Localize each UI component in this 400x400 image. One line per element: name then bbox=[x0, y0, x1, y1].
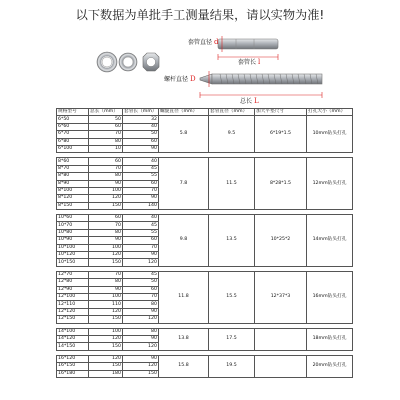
model-cell: 10*120 bbox=[57, 252, 89, 259]
screw-diameter-cell: 5.8 bbox=[159, 116, 209, 153]
sleeve-length-cell: 40 bbox=[123, 215, 159, 222]
model-cell: 12*80 bbox=[57, 279, 89, 286]
table-row bbox=[57, 215, 353, 222]
total-length-cell: 100 bbox=[89, 187, 123, 194]
total-length-cell: 120 bbox=[89, 195, 123, 202]
sleeve-length-cell: 120 bbox=[123, 259, 159, 266]
model-cell: 8*60 bbox=[57, 158, 89, 165]
model-cell: 12*150 bbox=[57, 316, 89, 323]
model-cell: 6*60 bbox=[57, 123, 89, 130]
model-cell: 14*100 bbox=[57, 328, 89, 335]
sleeve-length-cell: 45 bbox=[123, 222, 159, 229]
model-cell: 6*70 bbox=[57, 131, 89, 138]
header-washer-size: 加大平垫尺寸 bbox=[255, 109, 307, 116]
sleeve-length-cell: 140 bbox=[123, 202, 159, 209]
sleeve-length-cell: 120 bbox=[123, 343, 159, 350]
sleeve-length-cell: 40 bbox=[123, 123, 159, 130]
sleeve-length-cell: 150 bbox=[123, 370, 159, 377]
sleeve-length-label: 套管长 l bbox=[238, 58, 261, 66]
model-cell: 8*120 bbox=[57, 195, 89, 202]
total-length-cell: 80 bbox=[89, 279, 123, 286]
product-diagram bbox=[0, 26, 400, 108]
total-length-cell: 110 bbox=[89, 301, 123, 308]
model-cell: 6*50 bbox=[57, 116, 89, 123]
model-cell: 16*180 bbox=[57, 370, 89, 377]
table-header-row bbox=[57, 109, 353, 116]
sleeve-length-cell: 90 bbox=[123, 252, 159, 259]
screw-head-icon bbox=[200, 74, 212, 84]
drill-size-cell: 14mm钻头打孔 bbox=[307, 215, 353, 267]
total-length-cell: 50 bbox=[89, 116, 123, 123]
total-length-cell: 120 bbox=[89, 308, 123, 315]
model-cell: 8*90 bbox=[57, 180, 89, 187]
sleeve-length-cell: 60 bbox=[123, 286, 159, 293]
washer-size-cell: 10*25*2 bbox=[255, 215, 307, 267]
model-cell: 10*80 bbox=[57, 229, 89, 236]
total-length-cell: 60 bbox=[89, 215, 123, 222]
total-length-cell: 70 bbox=[89, 165, 123, 172]
sleeve-length-cell: 55 bbox=[123, 173, 159, 180]
sleeve-length-cell: 70 bbox=[123, 293, 159, 300]
model-cell: 8*100 bbox=[57, 187, 89, 194]
sleeve-diameter-cell: 13.5 bbox=[209, 215, 255, 267]
table-row bbox=[57, 271, 353, 278]
screw-diameter-cell: 15.8 bbox=[159, 355, 209, 377]
model-cell: 10*150 bbox=[57, 259, 89, 266]
total-length-cell: 180 bbox=[89, 370, 123, 377]
total-length-cell: 90 bbox=[89, 237, 123, 244]
screw-diameter-cell: 7.8 bbox=[159, 158, 209, 210]
screw-diameter-cell: 9.8 bbox=[159, 215, 209, 267]
total-length-cell: 90 bbox=[89, 180, 123, 187]
spec-table bbox=[56, 108, 353, 378]
sleeve-length-cell: 40 bbox=[123, 158, 159, 165]
sleeve-diameter-label: 套管直径 d bbox=[188, 38, 219, 46]
sleeve-length-cell: 45 bbox=[123, 271, 159, 278]
model-cell: 16*120 bbox=[57, 355, 89, 362]
total-length-cell: 150 bbox=[89, 363, 123, 370]
washer-size-cell bbox=[255, 328, 307, 350]
sleeve-length-cell: 60 bbox=[123, 138, 159, 145]
table-row bbox=[57, 158, 353, 165]
total-length-label: 总长 L bbox=[240, 97, 259, 105]
model-cell: 10*70 bbox=[57, 222, 89, 229]
total-length-cell: 80 bbox=[89, 173, 123, 180]
model-cell: 12*90 bbox=[57, 286, 89, 293]
sleeve-diameter-cell: 19.5 bbox=[209, 355, 255, 377]
total-length-cell: 70 bbox=[89, 131, 123, 138]
total-length-cell: 90 bbox=[89, 286, 123, 293]
total-length-cell: 150 bbox=[89, 202, 123, 209]
sleeve-length-cell: 90 bbox=[123, 145, 159, 152]
total-length-cell: 10 bbox=[89, 145, 123, 152]
total-length-cell: 100 bbox=[89, 244, 123, 251]
screw-diameter-label: 螺杆直径 D bbox=[164, 75, 196, 83]
table-row bbox=[57, 116, 353, 123]
model-cell: 12*120 bbox=[57, 308, 89, 315]
total-length-cell: 120 bbox=[89, 355, 123, 362]
sleeve-length-cell: 55 bbox=[123, 229, 159, 236]
model-cell: 14*120 bbox=[57, 335, 89, 342]
sleeve-length-cell: 70 bbox=[123, 187, 159, 194]
total-length-cell: 150 bbox=[89, 316, 123, 323]
model-cell: 8*80 bbox=[57, 173, 89, 180]
total-length-cell: 150 bbox=[89, 259, 123, 266]
total-length-cell: 120 bbox=[89, 335, 123, 342]
total-length-cell: 150 bbox=[89, 343, 123, 350]
page-title: 以下数据为单批手工测量结果，请以实物为准! bbox=[75, 8, 325, 22]
total-length-cell: 80 bbox=[89, 138, 123, 145]
screw-diameter-cell: 11.8 bbox=[159, 271, 209, 323]
header-drill-size: 打孔大小（mm） bbox=[307, 109, 353, 116]
total-length-cell: 70 bbox=[89, 271, 123, 278]
total-length-cell: 80 bbox=[89, 229, 123, 236]
model-cell: 12*70 bbox=[57, 271, 89, 278]
model-cell: 10*90 bbox=[57, 237, 89, 244]
drill-size-cell: 20mm钻头打孔 bbox=[307, 355, 353, 377]
model-cell: 12*110 bbox=[57, 301, 89, 308]
sleeve-length-cell: 120 bbox=[123, 316, 159, 323]
sleeve-diameter-cell: 15.5 bbox=[209, 271, 255, 323]
washer-size-cell bbox=[255, 355, 307, 377]
sleeve-icon bbox=[218, 39, 278, 49]
sleeve-diameter-cell: 17.5 bbox=[209, 328, 255, 350]
drill-size-cell: 10mm钻头打孔 bbox=[307, 116, 353, 153]
sleeve-length-cell: 60 bbox=[123, 237, 159, 244]
screw-diameter-cell: 13.8 bbox=[159, 328, 209, 350]
sleeve-diameter-cell: 11.5 bbox=[209, 158, 255, 210]
model-cell: 14*150 bbox=[57, 343, 89, 350]
sleeve-length-cell: 80 bbox=[123, 328, 159, 335]
table-row bbox=[57, 328, 353, 335]
total-length-cell: 120 bbox=[89, 252, 123, 259]
sleeve-length-cell: 90 bbox=[123, 308, 159, 315]
model-cell: 10*100 bbox=[57, 244, 89, 251]
drill-size-cell: 16mm钻头打孔 bbox=[307, 271, 353, 323]
total-length-cell: 100 bbox=[89, 293, 123, 300]
table-row bbox=[57, 355, 353, 362]
model-cell: 6*80 bbox=[57, 138, 89, 145]
sleeve-length-cell: 50 bbox=[123, 131, 159, 138]
sleeve-diameter-cell: 9.5 bbox=[209, 116, 255, 153]
sleeve-length-cell: 70 bbox=[123, 244, 159, 251]
model-cell: 10*60 bbox=[57, 215, 89, 222]
sleeve-length-cell: 80 bbox=[123, 301, 159, 308]
model-cell: 8*70 bbox=[57, 165, 89, 172]
washer-size-cell: 8*28*1.5 bbox=[255, 158, 307, 210]
spec-table-body bbox=[57, 116, 353, 378]
sleeve-length-cell: 90 bbox=[123, 355, 159, 362]
sleeve-length-cell: 90 bbox=[123, 335, 159, 342]
sleeve-length-cell: 60 bbox=[123, 180, 159, 187]
header-total-length: 总长（mm） bbox=[89, 109, 123, 116]
sleeve-length-cell: 32 bbox=[123, 116, 159, 123]
model-cell: 12*100 bbox=[57, 293, 89, 300]
drill-size-cell: 18mm钻头打孔 bbox=[307, 328, 353, 350]
header-sleeve-length: 套管长（mm） bbox=[124, 109, 157, 115]
total-length-cell: 60 bbox=[89, 123, 123, 130]
model-cell: 6*100 bbox=[57, 145, 89, 152]
total-length-cell: 70 bbox=[89, 222, 123, 229]
header-screw-diameter: 螺旋直径（mm） bbox=[159, 109, 209, 116]
sleeve-length-cell: 90 bbox=[123, 195, 159, 202]
drill-size-cell: 12mm钻头打孔 bbox=[307, 158, 353, 210]
sleeve-length-cell: 50 bbox=[123, 279, 159, 286]
model-cell: 16*150 bbox=[57, 363, 89, 370]
model-cell: 8*150 bbox=[57, 202, 89, 209]
washer-size-cell: 6*19*1.5 bbox=[255, 116, 307, 153]
washer-size-cell: 12*37*3 bbox=[255, 271, 307, 323]
sleeve-length-cell: 45 bbox=[123, 165, 159, 172]
header-sleeve-diameter: 套管直径（mm） bbox=[209, 109, 255, 116]
header-model: 规格型号 bbox=[57, 109, 89, 116]
sleeve-length-cell: 120 bbox=[123, 363, 159, 370]
total-length-cell: 100 bbox=[89, 328, 123, 335]
total-length-cell: 60 bbox=[89, 158, 123, 165]
